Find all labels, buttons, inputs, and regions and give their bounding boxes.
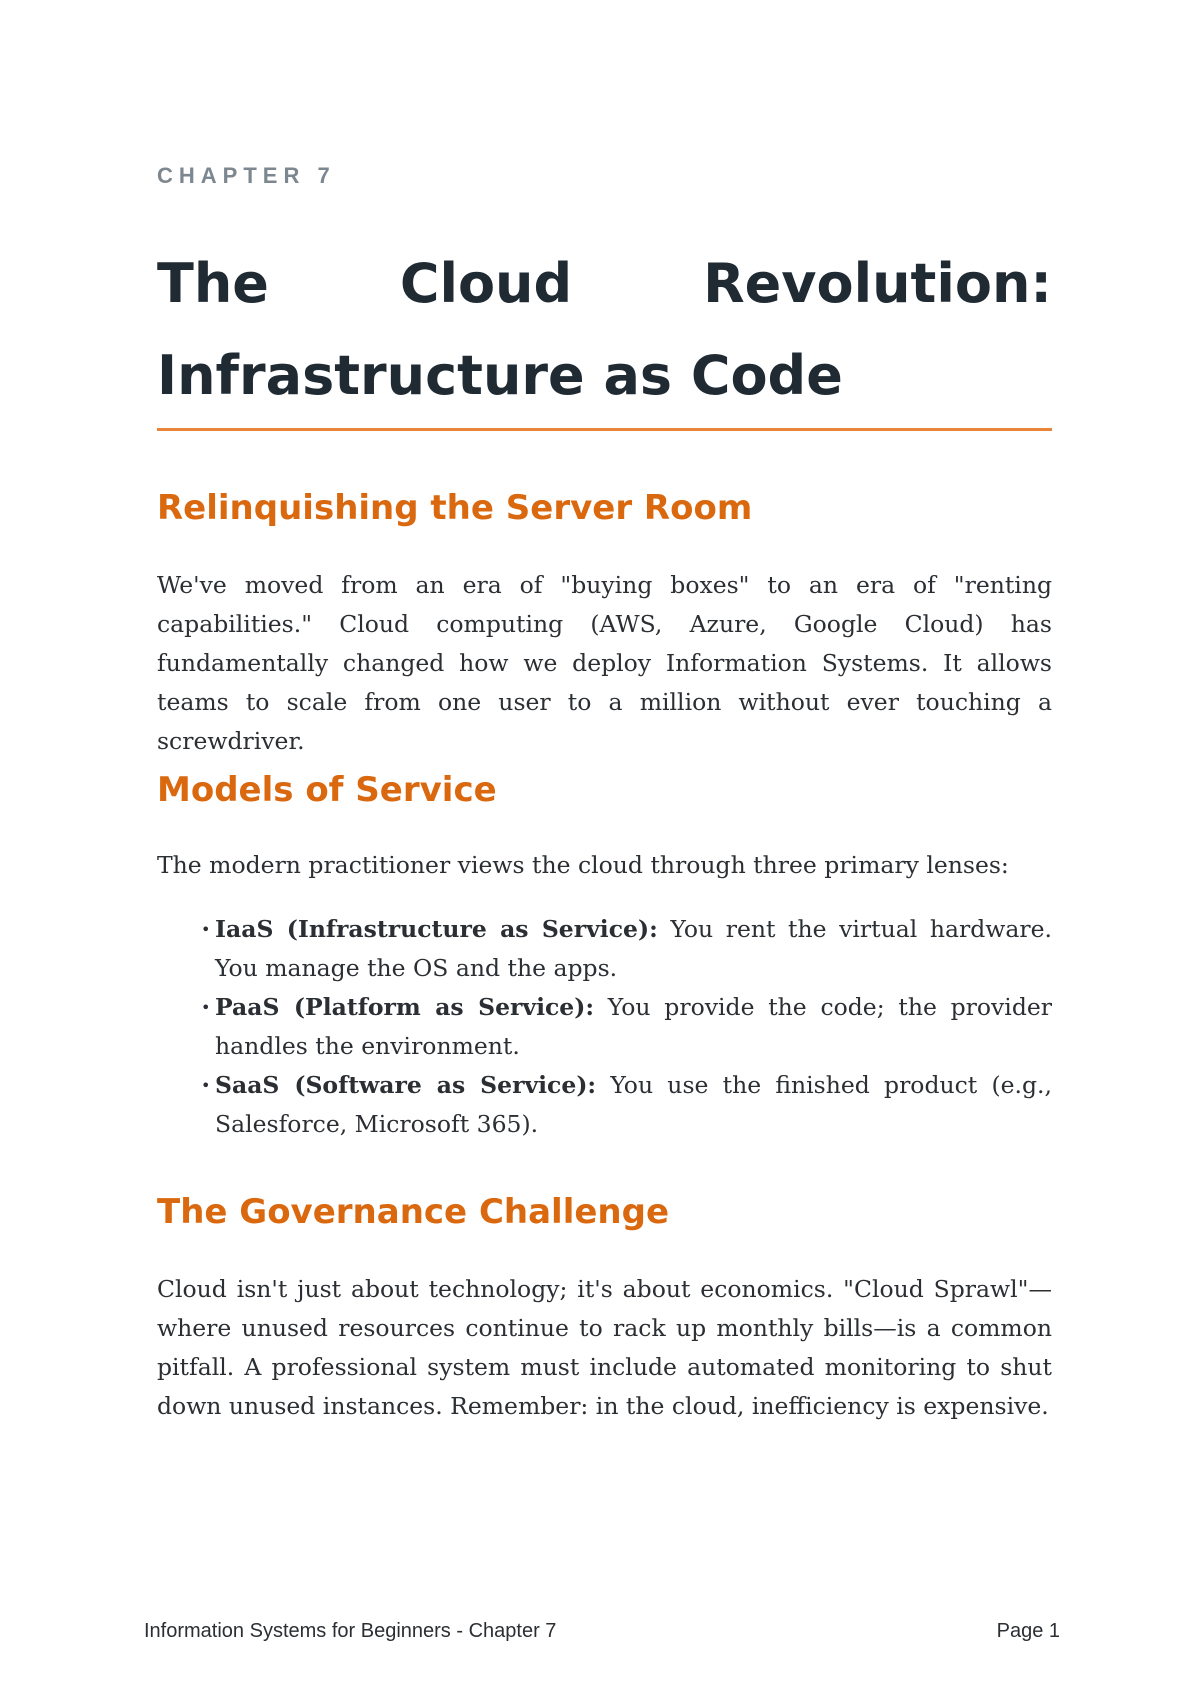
list-item-term: PaaS (Platform as Service): — [215, 993, 595, 1021]
list-item-term: IaaS (Infrastructure as Service): — [215, 915, 658, 943]
footer-title: Information Systems for Beginners - Chapter 7 — [144, 1620, 557, 1642]
section-body-relinquishing: We've moved from an era of "buying boxes" to an era of "renting capabilities." Cloud computing (AWS, Azure, Google Cloud) has fundamentally changed how we deploy Information Systems. It allows teams to scale from one user to a million without ever touching a screwdriver. — [157, 571, 1052, 755]
list-item — [157, 988, 1052, 1066]
section-heading-models: Models of Service — [157, 770, 497, 810]
bullet-icon: • — [201, 1076, 211, 1095]
list-item — [157, 1066, 1052, 1144]
list-item-text: You use the finished product (e.g., Salesforce, Microsoft 365). — [215, 1071, 1052, 1138]
chapter-title — [157, 238, 1052, 422]
title-word: The — [157, 252, 269, 315]
list-item-text: You rent the virtual hardware. You manage the OS and the apps. — [215, 915, 1052, 982]
title-word: Revolution: — [703, 252, 1052, 315]
title-line-2: Infrastructure as Code — [157, 344, 843, 407]
title-word: Cloud — [399, 252, 573, 315]
list-item-term: SaaS (Software as Service): — [215, 1071, 597, 1099]
section-heading-relinquishing: Relinquishing the Server Room — [157, 488, 753, 528]
list-item-text: You provide the code; the provider handles the environment. — [215, 993, 1053, 1060]
chapter-label: CHAPTER 7 — [157, 163, 336, 188]
bullet-icon: • — [201, 998, 211, 1017]
page-number: Page 1 — [996, 1620, 1060, 1642]
service-models-list — [157, 910, 1052, 1144]
page-footer — [144, 1620, 1060, 1643]
bullet-icon: • — [201, 920, 211, 939]
list-item — [157, 910, 1052, 988]
title-line-1 — [157, 238, 1052, 330]
section-intro-models: The modern practitioner views the cloud through three primary lenses: — [157, 851, 1009, 879]
section-body-governance: Cloud isn't just about technology; it's about economics. "Cloud Sprawl"—where unused resources continue to rack up monthly bills—is a common pitfall. A professional system must include automated monitoring to shut down unused instances. Remember: in the cloud, inefficiency is expensive. — [157, 1275, 1052, 1420]
title-divider — [157, 428, 1052, 431]
section-heading-governance: The Governance Challenge — [157, 1192, 670, 1232]
